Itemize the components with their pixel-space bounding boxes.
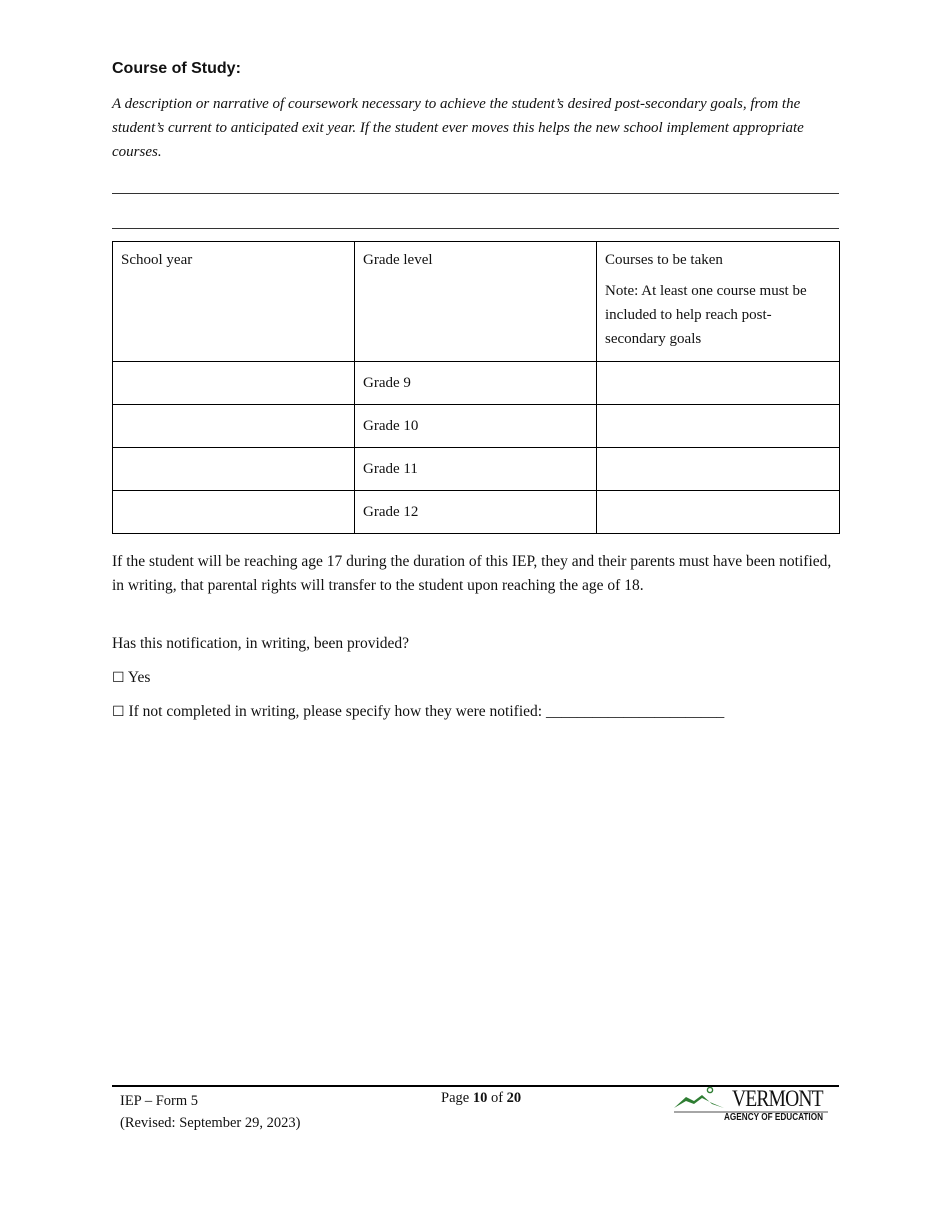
table-row [113, 405, 840, 448]
header-school-year: School year [113, 242, 355, 362]
notification-paragraph: If the student will be reaching age 17 during the duration of this IEP, they and their parents must have been notified, in writing, that parental rights will transfer to the student upon reaching the age of 18. [112, 553, 832, 594]
table-header-row [113, 242, 840, 362]
courses-cell[interactable] [597, 448, 840, 491]
school-year-cell[interactable] [113, 362, 355, 405]
page-current: 10 [472, 1090, 488, 1106]
header-grade-level: Grade level [355, 242, 597, 362]
grade-cell: Grade 10 [355, 405, 597, 448]
courses-cell[interactable] [597, 491, 840, 534]
course-of-study-table [112, 241, 840, 534]
notification-method-blank[interactable]: _______________________ [545, 703, 725, 720]
table-row [113, 362, 840, 405]
header-courses [597, 242, 840, 362]
page-total: 20 [506, 1090, 522, 1106]
footer-form-name: IEP – Form 5 [120, 1093, 199, 1109]
section-description: A description or narrative of coursework necessary to achieve the student’s desired post-secondary goals, from the student’s current to anticipated exit year. If the student ever moves this helps the new school implement appropriate courses. [112, 96, 804, 160]
vermont-aoe-logo [672, 1086, 830, 1128]
footer-form-info [120, 1090, 300, 1134]
footer-revised-date: (Revised: September 29, 2023) [120, 1115, 301, 1131]
write-in-line-2[interactable] [112, 228, 839, 229]
grade-cell: Grade 9 [355, 362, 597, 405]
notification-question: Has this notification, in writing, been provided? [112, 635, 410, 652]
page-word: Page [441, 1090, 473, 1106]
section-heading: Course of Study: [112, 60, 241, 77]
courses-cell[interactable] [597, 362, 840, 405]
courses-cell[interactable] [597, 405, 840, 448]
option-yes-label: Yes [127, 669, 151, 686]
header-courses-note: Note: At least one course must be included to help reach post-secondary goals [605, 283, 807, 347]
option-other[interactable] [112, 700, 839, 724]
checkbox-icon[interactable]: ☐ [112, 670, 125, 686]
grade-cell: Grade 11 [355, 448, 597, 491]
school-year-cell[interactable] [113, 491, 355, 534]
table-row [113, 491, 840, 534]
table-row [113, 448, 840, 491]
grade-cell: Grade 12 [355, 491, 597, 534]
logo-wordmark: VERMONT [732, 1086, 823, 1111]
logo-subtitle: AGENCY OF EDUCATION [724, 1112, 824, 1123]
school-year-cell[interactable] [113, 405, 355, 448]
school-year-cell[interactable] [113, 448, 355, 491]
header-courses-label: Courses to be taken [605, 252, 723, 268]
option-yes[interactable] [112, 666, 839, 690]
option-other-label: If not completed in writing, please specify how they were notified: [128, 703, 546, 720]
footer-page-number [441, 1090, 521, 1107]
checkbox-icon[interactable]: ☐ [112, 704, 125, 720]
write-in-line-1[interactable] [112, 193, 839, 194]
page-of: of [487, 1090, 507, 1106]
